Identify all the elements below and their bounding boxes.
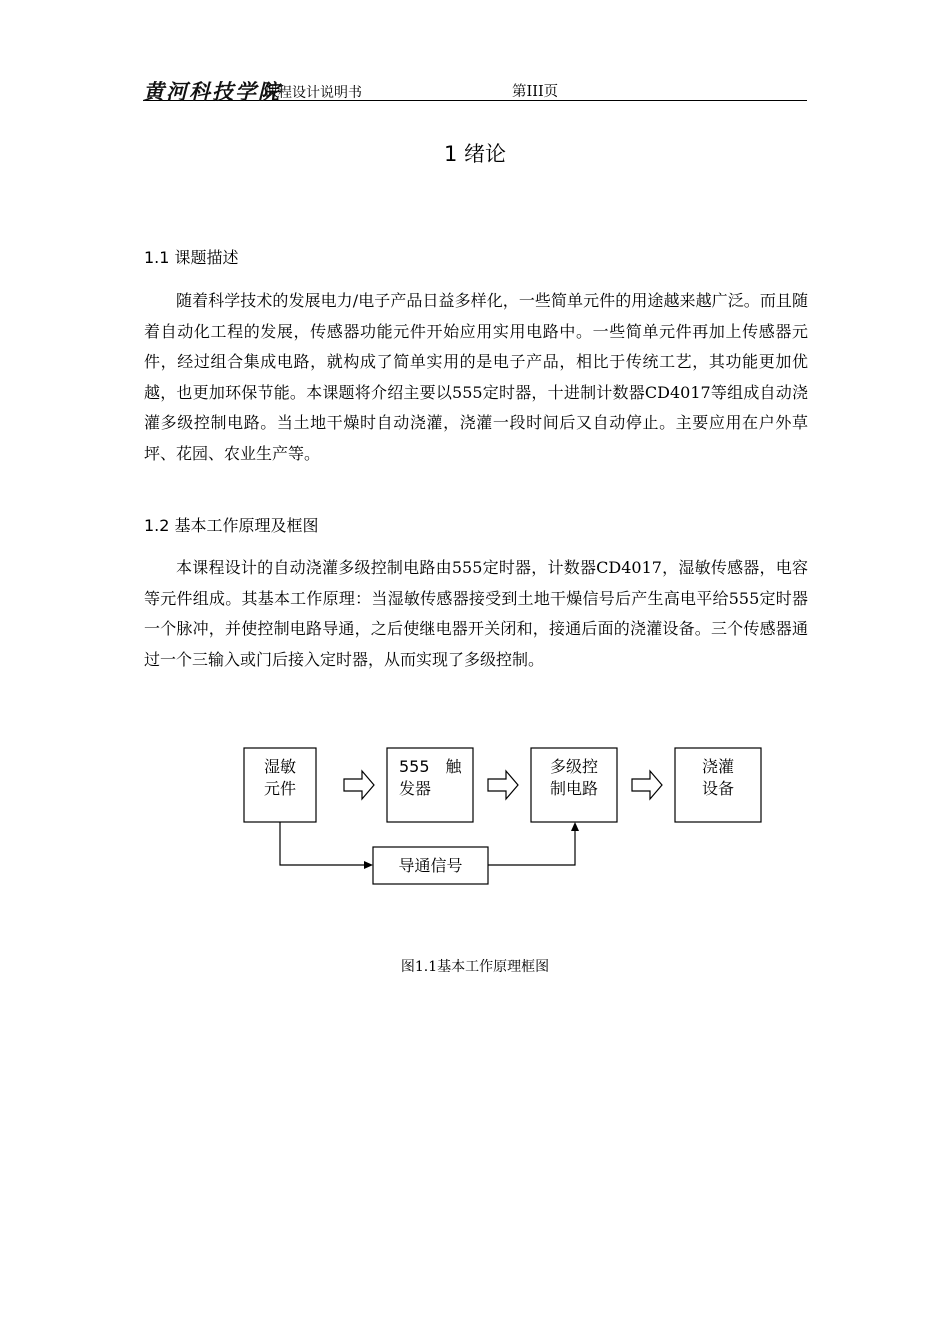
block-label-multilevel-control: 多级控 制电路 bbox=[549, 757, 598, 798]
flow-arrow-2 bbox=[488, 771, 518, 799]
document-type-label: 课程设计说明书 bbox=[264, 85, 362, 101]
signal-line-in bbox=[280, 822, 366, 865]
flow-arrow-3 bbox=[632, 771, 662, 799]
block-label-humidity-sensor: 湿敏 元件 bbox=[263, 757, 296, 798]
section-heading-1-1: 1.1 课题描述 bbox=[144, 248, 239, 267]
institution-logo: 黄河科技学院 bbox=[143, 79, 281, 104]
flow-arrow-1 bbox=[344, 771, 374, 799]
signal-line-out bbox=[488, 830, 575, 865]
signal-label: 导通信号 bbox=[398, 856, 463, 875]
page-number: 第III页 bbox=[512, 84, 559, 100]
block-label-555-trigger: 555 触 发器 bbox=[399, 757, 462, 798]
section-paragraph-1-2: 本课程设计的自动浇灌多级控制电路由555定时器，计数器CD4017，湿敏传感器，电容等元件组成。其基本工作原理：当湿敏传感器接受到土地干燥信号后产生高电平给555定时器一个脉冲，并使控制电路导通，之后使继电器开关闭和，接通后面的浇灌设备。三个传感器通过一个三输入或门后接入定时器，从而实现了多级控制。 bbox=[144, 558, 808, 669]
section-heading-1-2: 1.2 基本工作原理及框图 bbox=[144, 516, 319, 535]
section-paragraph-1-1: 随着科学技术的发展电力/电子产品日益多样化，一些简单元件的用途越来越广泛。而且随着自动化工程的发展，传感器功能元件开始应用实用电路中。一些简单元件再加上传感器元件，经过组合集成电路，就构成了简单实用的是电子产品，相比于传统工艺，其功能更加优越，也更加环保节能。本课题将介绍主要以555定时器，十进制计数器CD4017等组成自动浇灌多级控制电路。当土地干燥时自动浇灌，浇灌一段时间后又自动停止。主要应用在户外草坪、花园、农业生产等。 bbox=[144, 291, 808, 463]
block-label-irrigation-device: 浇灌 设备 bbox=[701, 757, 734, 798]
chapter-title: 1 绪论 bbox=[443, 142, 507, 166]
figure-caption: 图1.1基本工作原理框图 bbox=[400, 959, 550, 975]
signal-arrowhead-out bbox=[571, 822, 579, 831]
signal-arrowhead-in bbox=[364, 861, 373, 869]
